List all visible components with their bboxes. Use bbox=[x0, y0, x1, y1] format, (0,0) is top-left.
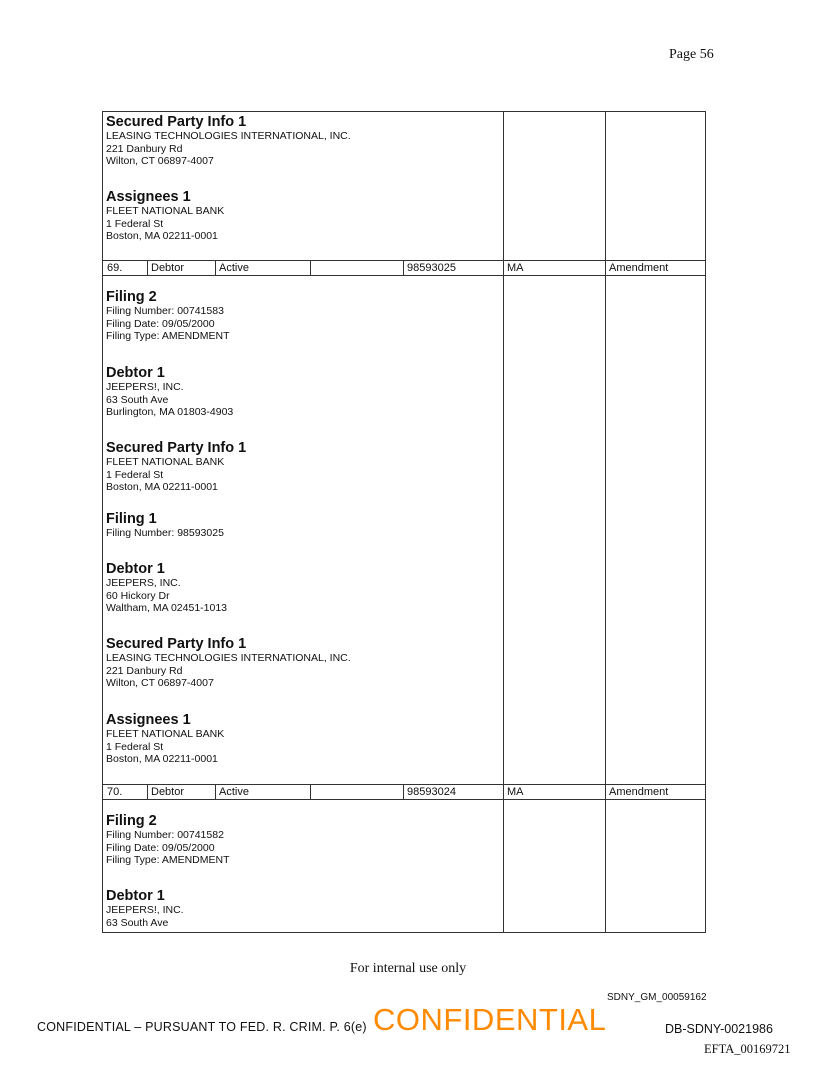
section-heading: Secured Party Info 1 bbox=[106, 440, 247, 456]
section-heading: Debtor 1 bbox=[106, 365, 165, 381]
section-heading: Assignees 1 bbox=[106, 189, 191, 205]
section-line: Boston, MA 02211-0001 bbox=[106, 753, 218, 765]
debtor-section bbox=[106, 562, 501, 615]
section-line: FLEET NATIONAL BANK bbox=[106, 456, 225, 468]
section-line: 63 South Ave bbox=[106, 916, 169, 929]
filing-section bbox=[106, 290, 501, 343]
section-heading: Assignees 1 bbox=[106, 712, 191, 728]
section-line: Filing Number: 00741582 bbox=[106, 829, 224, 841]
row-status: Active bbox=[219, 786, 249, 798]
section-line: 221 Danbury Rd bbox=[106, 142, 183, 155]
section-line: FLEET NATIONAL BANK bbox=[106, 205, 225, 217]
section-heading: Secured Party Info 1 bbox=[106, 114, 247, 130]
column-divider bbox=[503, 112, 504, 932]
secured-party-section bbox=[106, 441, 501, 494]
section-line: JEEPERS, INC. bbox=[106, 577, 181, 589]
row-file-number: 98593024 bbox=[407, 786, 456, 798]
section-line: Waltham, MA 02451-1013 bbox=[106, 602, 228, 614]
confidential-stamp: CONFIDENTIAL bbox=[373, 1002, 607, 1037]
secured-party-section bbox=[106, 637, 501, 690]
secured-party-section bbox=[106, 115, 501, 168]
section-line: LEASING TECHNOLOGIES INTERNATIONAL, INC. bbox=[106, 652, 351, 664]
section-line: Filing Date: 09/05/2000 bbox=[106, 841, 215, 854]
row-state: MA bbox=[507, 262, 524, 274]
confidentiality-rule: CONFIDENTIAL – PURSUANT TO FED. R. CRIM. P. 6(e) bbox=[37, 1020, 367, 1034]
section-line: 1 Federal St bbox=[106, 217, 164, 230]
debtor-section bbox=[106, 366, 501, 419]
section-line: Filing Date: 09/05/2000 bbox=[106, 317, 215, 330]
debtor-section bbox=[106, 889, 501, 929]
row-status: Active bbox=[219, 262, 249, 274]
section-line: 60 Hickory Dr bbox=[106, 589, 170, 602]
row-blank bbox=[310, 261, 403, 275]
section-heading: Filing 1 bbox=[106, 511, 157, 527]
section-line: Burlington, MA 01803-4903 bbox=[106, 406, 234, 418]
assignees-section bbox=[106, 713, 501, 766]
section-line: Filing Type: AMENDMENT bbox=[106, 854, 230, 866]
row-number: 70. bbox=[107, 786, 123, 798]
section-line: Boston, MA 02211-0001 bbox=[106, 230, 218, 242]
table-row bbox=[103, 260, 705, 276]
record-table bbox=[102, 111, 706, 933]
column-divider bbox=[605, 112, 606, 932]
filing-section bbox=[106, 512, 501, 540]
assignees-section bbox=[106, 190, 501, 243]
section-line: 1 Federal St bbox=[106, 468, 164, 481]
row-blank bbox=[310, 785, 403, 799]
section-line: Filing Number: 98593025 bbox=[106, 527, 224, 539]
section-heading: Filing 2 bbox=[106, 813, 157, 829]
section-line: FLEET NATIONAL BANK bbox=[106, 728, 225, 740]
row-type: Amendment bbox=[609, 262, 669, 274]
section-line: Filing Number: 00741583 bbox=[106, 305, 224, 317]
section-line: 1 Federal St bbox=[106, 740, 164, 753]
row-file-number: 98593025 bbox=[407, 262, 456, 274]
internal-use-note: For internal use only bbox=[349, 961, 467, 976]
row-number: 69. bbox=[107, 262, 123, 274]
section-heading: Debtor 1 bbox=[106, 888, 165, 904]
section-line: Boston, MA 02211-0001 bbox=[106, 481, 218, 493]
bates-number-gm: SDNY_GM_00059162 bbox=[607, 992, 707, 1003]
table-row bbox=[103, 784, 705, 800]
section-line: Wilton, CT 06897-4007 bbox=[106, 677, 214, 689]
section-heading: Debtor 1 bbox=[106, 561, 165, 577]
section-line: LEASING TECHNOLOGIES INTERNATIONAL, INC. bbox=[106, 130, 351, 142]
section-line: Wilton, CT 06897-4007 bbox=[106, 155, 214, 167]
section-heading: Secured Party Info 1 bbox=[106, 636, 247, 652]
row-state: MA bbox=[507, 786, 524, 798]
bates-number-db: DB-SDNY-0021986 bbox=[665, 1022, 773, 1036]
filing-section bbox=[106, 814, 501, 867]
section-line: 221 Danbury Rd bbox=[106, 664, 183, 677]
row-role: Debtor bbox=[151, 262, 185, 274]
efta-number: EFTA_00169721 bbox=[704, 1042, 791, 1056]
section-line: JEEPERS!, INC. bbox=[106, 904, 184, 916]
row-type: Amendment bbox=[609, 786, 669, 798]
row-role: Debtor bbox=[151, 786, 185, 798]
section-line: 63 South Ave bbox=[106, 393, 169, 406]
section-line: JEEPERS!, INC. bbox=[106, 381, 184, 393]
section-line: Filing Type: AMENDMENT bbox=[106, 330, 230, 342]
page-number: Page 56 bbox=[669, 47, 714, 62]
section-heading: Filing 2 bbox=[106, 289, 157, 305]
